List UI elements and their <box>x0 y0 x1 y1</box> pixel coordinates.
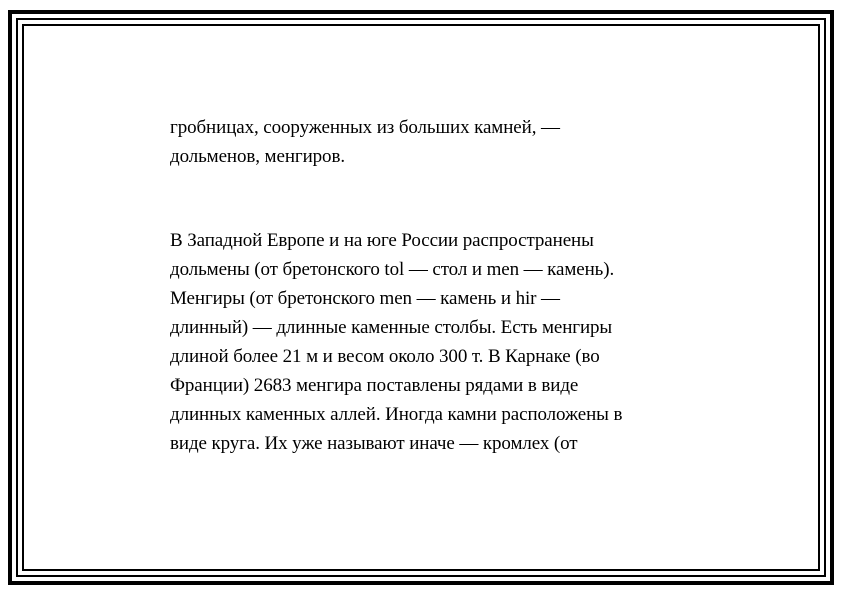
text-line: В Западной Европе и на юге России распространены <box>170 230 594 251</box>
text-line: длинный) — длинные каменные столбы. Есть менгиры <box>170 317 613 338</box>
text-line: длинных каменных аллей. Иногда камни расположены в <box>170 404 623 425</box>
text-line: Франции) 2683 менгира поставлены рядами в виде <box>170 375 579 396</box>
text-line: Менгиры (от бретонского men — камень и hir — <box>170 288 560 309</box>
text-line: длиной более 21 м и весом около 300 т. В Карнаке (во <box>170 346 600 367</box>
text-line: дольменов, менгиров. <box>170 146 345 167</box>
text-line: дольмены (от бретонского tol — стол и men — камень). <box>170 259 615 280</box>
paragraph-1 <box>170 113 730 171</box>
text-line: виде круга. Их уже называют иначе — кромлех (от <box>170 433 578 454</box>
text-line: гробницах, сооруженных из больших камней, — <box>170 117 560 138</box>
paragraph-2 <box>170 226 730 458</box>
